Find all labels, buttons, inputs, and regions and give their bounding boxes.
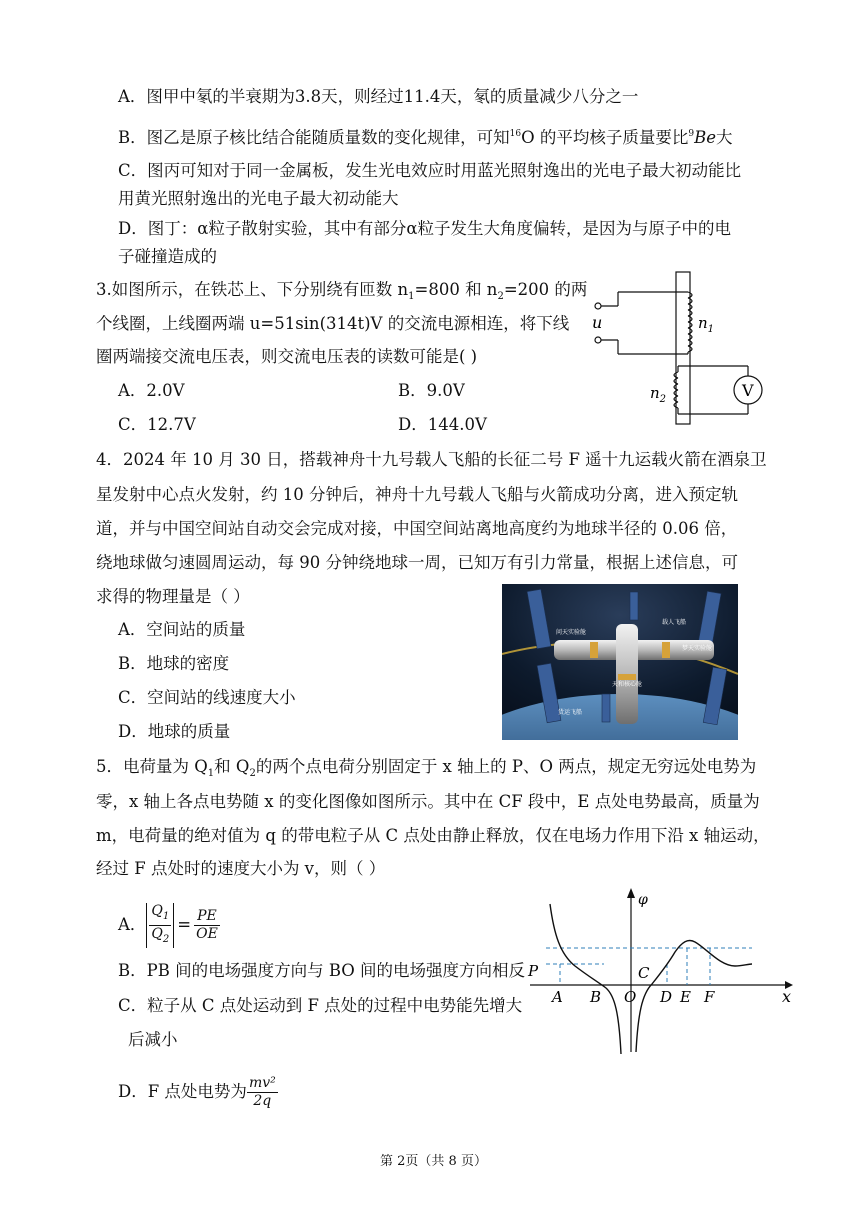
q5-stem-line4: 经过 F 点处时的速度大小为 v，则（ ） [96, 859, 386, 878]
equals-sign: = [177, 915, 192, 934]
q3-option-a: A．2.0V [118, 381, 185, 400]
q2-subscript: 2 [249, 768, 256, 779]
page-footer: 第 2页（共 8 页） [380, 1154, 487, 1169]
q2-option-c-line1: C．图丙可知对于同一金属板，发生光电效应时用蓝光照射逸出的光电子最大初动能比 [118, 161, 742, 180]
q4-stem-line4: 绕地球做匀速圆周运动，每 90 分钟绕地球一周，已知万有引力常量，根据上述信息，可 [96, 553, 738, 572]
potential-curve-left [550, 904, 621, 1054]
charge-ratio-abs: $\frac{Q_1}{Q_2}$ [146, 903, 174, 948]
q5-stem-line2: 零，x 轴上各点电势随 x 的变化图像如图所示。其中在 CF 段中，E 点处电势最高，质量为 [96, 792, 760, 811]
q5-option-a [118, 903, 220, 948]
n2-subscript: 2 [497, 291, 504, 302]
potential-curve-right [636, 940, 752, 1052]
q2-option-b [118, 123, 733, 149]
svg-text:B: B [590, 988, 602, 1006]
transformer-figure [588, 268, 778, 428]
q2-option-b-mid: 的平均核子质量要比 [534, 128, 689, 147]
voltage-u-label: u [592, 313, 603, 332]
q2-option-a: A．图甲中氡的半衰期为3.8天，则经过11.4天，氡的质量减少八分之一 [118, 87, 639, 106]
n1-label: $n_1$ [698, 314, 715, 335]
q4-option-c: C．空间站的线速度大小 [118, 688, 296, 707]
q3-option-b: B．9.0V [398, 381, 465, 400]
q5-option-c-line2: 后减小 [128, 1030, 178, 1049]
n1-subscript: 1 [408, 291, 415, 302]
potential-graph [520, 884, 800, 1056]
svg-text:O: O [624, 988, 637, 1006]
q5-option-d [118, 1072, 278, 1112]
space-station-image [502, 584, 738, 740]
beryllium-mass-number: 9 [688, 129, 695, 139]
svg-text:A: A [552, 988, 563, 1006]
q3-option-c: C．12.7V [118, 415, 196, 434]
q4-stem-line3: 道，并与中国空间站自动交会完成对接，中国空间站离地高度约为地球半径的 0.06 倍， [96, 519, 738, 538]
option-d-label: D．F 点处电势为 [118, 1082, 247, 1101]
svg-text:E: E [680, 988, 691, 1006]
q2-option-c-line2: 用黄光照射逸出的光电子最大初动能大 [118, 189, 399, 208]
svg-text:问天实验舱: 问天实验舱 [556, 629, 587, 636]
voltmeter-label: V [742, 381, 754, 400]
option-a-label: A． [118, 915, 147, 934]
oxygen-symbol: O [521, 128, 535, 147]
q2-option-d-line2: 子碰撞造成的 [118, 247, 217, 266]
q5-option-b: B．PB 间的电场强度方向与 BO 间的电场强度方向相反 [118, 961, 526, 980]
svg-text:天和核心舱: 天和核心舱 [612, 681, 643, 688]
q3-stem-part: =800 和 n [414, 280, 498, 299]
svg-text:C: C [638, 964, 650, 982]
potential-fraction: $\frac{\text{mv²}}{2q}$ [248, 1075, 276, 1109]
q4-option-b: B．地球的密度 [118, 654, 230, 673]
q3-stem-line3: 圈两端接交流电压表，则交流电压表的读数可能是( ) [96, 347, 478, 366]
svg-text:P: P [528, 962, 539, 980]
q4-stem-line5: 求得的物理量是（ ） [96, 587, 250, 606]
q4-option-d: D．地球的质量 [118, 722, 231, 741]
q2-option-b-post: 大 [716, 128, 733, 147]
oxygen-mass-number: 16 [509, 129, 522, 139]
q4-stem-line2: 星发射中心点火发射，约 10 分钟后，神舟十九号载人飞船与火箭成功分离，进入预定轨 [96, 485, 738, 504]
n2-label: $n_2$ [650, 384, 667, 405]
q4-option-a: A．空间站的质量 [118, 620, 246, 639]
terminal-bottom [595, 337, 601, 343]
svg-text:梦天实验舱: 梦天实验舱 [682, 645, 713, 652]
q5-stem-line1 [96, 756, 756, 785]
q5-stem-part: 和 Q [214, 757, 250, 776]
q4-stem-line1: 4．2024 年 10 月 30 日，搭载神舟十九号载人飞船的长征二号 F 遥十九运载火箭在酒泉卫 [96, 450, 767, 469]
svg-text:载人飞船: 载人飞船 [662, 619, 687, 626]
iron-core [676, 272, 690, 424]
q3-stem-part: =200 的两 [503, 280, 588, 299]
svg-text:F: F [704, 988, 715, 1006]
q5-stem-line3: m，电荷量的绝对值为 q 的带电粒子从 C 点处由静止释放，仅在电场力作用下沿 x 轴运动， [96, 826, 770, 845]
q3-stem-line2: 个线圈，上线圈两端 u=51sin(314t)V 的交流电源相连，将下线 [96, 314, 570, 333]
phi-label: φ [638, 892, 648, 908]
q2-option-b-pre: B．图乙是原子核比结合能随质量数的变化规律，可知 [118, 128, 510, 147]
q3-stem-part: 3.如图所示，在铁芯上、下分别绕有匝数 n [96, 280, 409, 299]
q2-option-d-line1: D．图丁：α粒子散射实验，其中有部分α粒子发生大角度偏转，是因为与原子中的电 [118, 219, 732, 238]
q3-stem-line1 [96, 279, 587, 308]
x-label: x [782, 987, 792, 1006]
terminal-top [595, 303, 601, 309]
q5-stem-part: 5．电荷量为 Q [96, 757, 208, 776]
svg-text:D: D [660, 988, 673, 1006]
q5-option-c-line1: C．粒子从 C 点处运动到 F 点处的过程中电势能先增大 [118, 996, 523, 1015]
q1-subscript: 1 [207, 768, 215, 779]
q5-stem-part: 的两个点电荷分别固定于 x 轴上的 P、O 两点，规定无穷远处电势为 [255, 757, 757, 776]
distance-ratio: $\frac{PE}{OE}$ [196, 908, 218, 942]
svg-text:货运飞船: 货运飞船 [558, 709, 583, 716]
q3-option-d: D．144.0V [398, 415, 487, 434]
beryllium-symbol: Be [694, 128, 716, 147]
